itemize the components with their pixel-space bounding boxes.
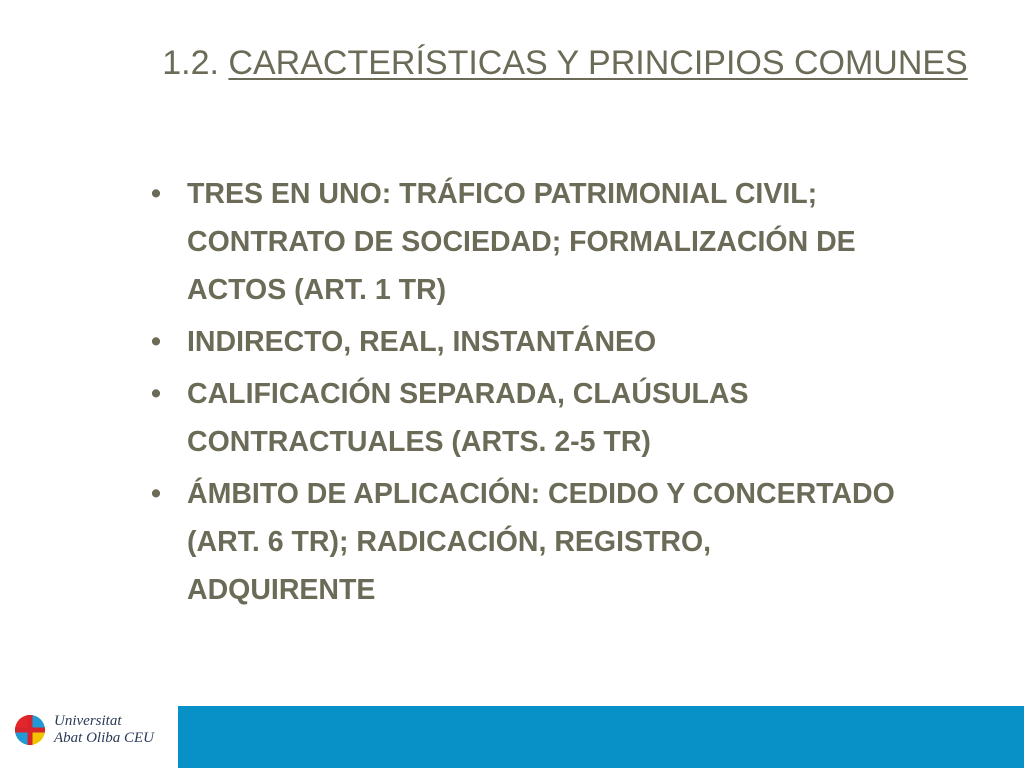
university-cross-logo-icon bbox=[14, 714, 46, 746]
university-logo bbox=[14, 712, 154, 748]
title-text: CARACTERÍSTICAS Y PRINCIPIOS COMUNES bbox=[228, 44, 968, 82]
bullet-list bbox=[142, 170, 902, 618]
bullet-marker: • bbox=[151, 326, 161, 358]
footer-band bbox=[178, 706, 1024, 768]
bullet-item bbox=[142, 370, 902, 466]
logo-text bbox=[54, 713, 154, 747]
logo-line-universitat: Universitat bbox=[54, 713, 122, 729]
bullet-marker: • bbox=[151, 378, 161, 410]
bullet-item bbox=[142, 470, 902, 614]
bullet-marker: • bbox=[151, 178, 161, 210]
bullet-marker: • bbox=[151, 478, 161, 510]
bullet-text: TRES EN UNO: TRÁFICO PATRIMONIAL CIVIL; CONTRATO DE SOCIEDAD; FORMALIZACIÓN DE ACTOS (ART. 1 TR) bbox=[187, 178, 856, 306]
bullet-text: ÁMBITO DE APLICACIÓN: CEDIDO Y CONCERTADO (ART. 6 TR); RADICACIÓN, REGISTRO, ADQUIRENTE bbox=[187, 478, 895, 606]
bullet-text: CALIFICACIÓN SEPARADA, CLAÚSULAS CONTRACTUALES (ARTS. 2-5 TR) bbox=[187, 378, 749, 458]
bullet-item bbox=[142, 318, 902, 366]
logo-line-name: Abat Oliba CEU bbox=[54, 730, 154, 746]
bullet-item bbox=[142, 170, 902, 314]
bullet-text: INDIRECTO, REAL, INSTANTÁNEO bbox=[187, 326, 657, 358]
title-number: 1.2. bbox=[162, 44, 219, 82]
slide-title bbox=[150, 40, 980, 86]
